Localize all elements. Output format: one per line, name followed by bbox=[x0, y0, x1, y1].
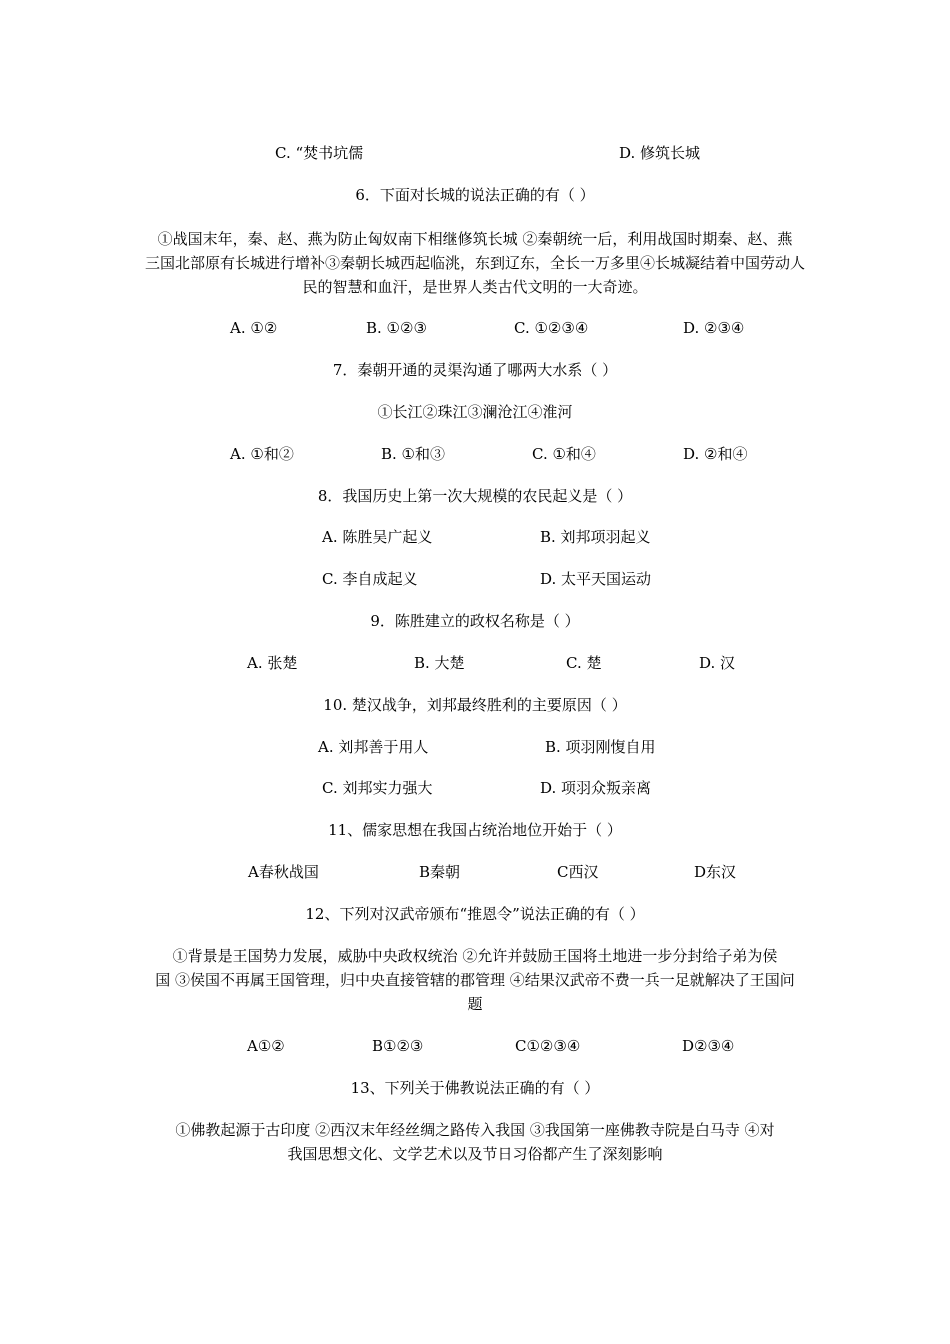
q11-option-a: A春秋战国 bbox=[248, 863, 319, 881]
q9-option-d: D. 汉 bbox=[699, 654, 736, 672]
q8-option-b: B. 刘邦项羽起义 bbox=[540, 528, 651, 546]
q12-option-c: C①②③④ bbox=[515, 1037, 581, 1055]
q13-body bbox=[110, 1118, 840, 1166]
q10-option-c: C. 刘邦实力强大 bbox=[322, 779, 433, 797]
q10-option-d: D. 项羽众叛亲离 bbox=[540, 779, 652, 797]
q8-stem: 8．我国历史上第一次大规模的农民起义是（ ） bbox=[317, 487, 633, 505]
q5-option-d: D. 修筑长城 bbox=[619, 144, 701, 162]
q7-items: ①长江②珠江③澜沧江④淮河 bbox=[377, 403, 573, 421]
q8-option-c: C. 李自成起义 bbox=[322, 570, 418, 588]
q9-stem: 9．陈胜建立的政权名称是（ ） bbox=[370, 612, 580, 630]
q5-option-c: C. “焚书坑儒 bbox=[275, 144, 364, 162]
q9-option-a: A. 张楚 bbox=[247, 654, 298, 672]
q7-option-a: A. ①和② bbox=[230, 445, 294, 463]
q12-option-b: B①②③ bbox=[372, 1037, 424, 1055]
q11-option-c: C西汉 bbox=[557, 863, 599, 881]
q6-option-d: D. ②③④ bbox=[683, 319, 745, 337]
q7-option-c: C. ①和④ bbox=[532, 445, 596, 463]
q12-body-line: 题 bbox=[467, 995, 483, 1013]
q9-option-c: C. 楚 bbox=[566, 654, 602, 672]
q6-body-line: ①战国末年，秦、赵、燕为防止匈奴南下相继修筑长城 ②秦朝统一后，利用战国时期秦、赵、燕 bbox=[157, 230, 793, 248]
q6-body bbox=[110, 227, 840, 299]
q6-option-b: B. ①②③ bbox=[366, 319, 427, 337]
q7-option-b: B. ①和③ bbox=[381, 445, 446, 463]
q13-body-line: ①佛教起源于古印度 ②西汉末年经丝绸之路传入我国 ③我国第一座佛教寺院是白马寺 ④对 bbox=[175, 1121, 775, 1139]
q12-body bbox=[110, 944, 840, 1016]
q11-stem: 11、儒家思想在我国占统治地位开始于（ ） bbox=[328, 821, 622, 839]
q10-option-a: A. 刘邦善于用人 bbox=[318, 738, 429, 756]
q6-option-a: A. ①② bbox=[230, 319, 278, 337]
q13-body-line: 我国思想文化、文学艺术以及节日习俗都产生了深刻影响 bbox=[287, 1145, 663, 1163]
q12-body-line: ①背景是王国势力发展，威胁中央政权统治 ②允许并鼓励王国将土地进一步分封给子弟为侯 bbox=[172, 947, 778, 965]
q6-body-line: 民的智慧和血汗，是世界人类古代文明的一大奇迹。 bbox=[302, 278, 648, 296]
q9-option-b: B. 大楚 bbox=[414, 654, 465, 672]
q12-stem: 12、下列对汉武帝颁布“推恩令”说法正确的有（ ） bbox=[305, 905, 645, 923]
q6-stem: 6．下面对长城的说法正确的有（ ） bbox=[355, 186, 595, 204]
q7-option-d: D. ②和④ bbox=[683, 445, 748, 463]
q8-option-a: A. 陈胜吴广起义 bbox=[322, 528, 433, 546]
q12-option-d: D②③④ bbox=[682, 1037, 735, 1055]
q11-option-b: B秦朝 bbox=[419, 863, 461, 881]
q10-stem: 10. 楚汉战争，刘邦最终胜利的主要原因（ ） bbox=[323, 696, 627, 714]
q12-option-a: A①② bbox=[247, 1037, 285, 1055]
q6-option-c: C. ①②③④ bbox=[514, 319, 589, 337]
q12-body-line: 国 ③侯国不再属王国管理，归中央直接管辖的郡管理 ④结果汉武帝不费一兵一足就解决了王国问 bbox=[155, 971, 795, 989]
q10-option-b: B. 项羽刚愎自用 bbox=[545, 738, 656, 756]
q11-option-d: D东汉 bbox=[694, 863, 737, 881]
q7-stem: 7．秦朝开通的灵渠沟通了哪两大水系（ ） bbox=[332, 361, 618, 379]
q6-body-line: 三国北部原有长城进行增补③秦朝长城西起临洮，东到辽东，全长一万多里④长城凝结着中国劳动人 bbox=[144, 254, 805, 272]
q8-option-d: D. 太平天国运动 bbox=[540, 570, 652, 588]
q13-stem: 13、下列关于佛教说法正确的有（ ） bbox=[350, 1079, 600, 1097]
